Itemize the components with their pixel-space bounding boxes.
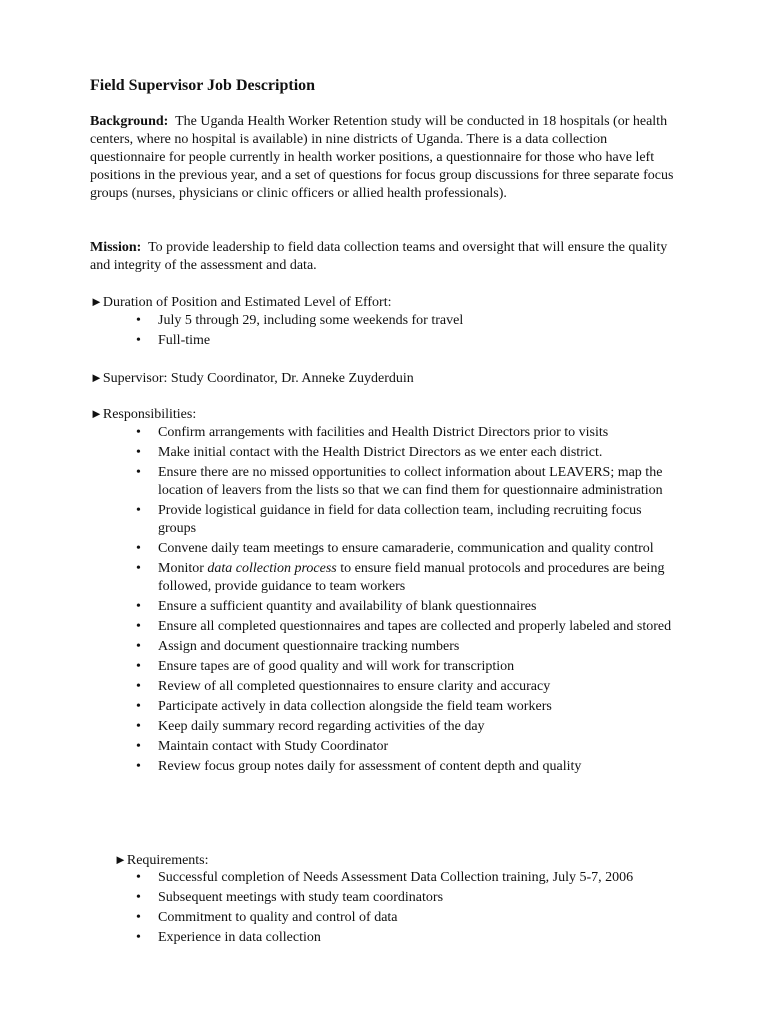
list-item: • Keep daily summary record regarding activities of the day	[136, 719, 485, 734]
duration-heading	[90, 293, 392, 312]
triangle-bullet-icon: ►	[90, 370, 103, 385]
bullet-icon: •	[136, 719, 141, 734]
list-item: • Monitor data collection process to ensure field manual protocols and procedures are being followed, provide guidance to team workers	[136, 561, 665, 594]
bullet-icon: •	[136, 465, 141, 480]
list-item: • Successful completion of Needs Assessment Data Collection training, July 5-7, 2006	[136, 870, 634, 885]
triangle-bullet-icon: ►	[90, 294, 103, 309]
bullet-icon: •	[136, 890, 141, 905]
background-label: Background:	[90, 114, 169, 129]
list-item: • Convene daily team meetings to ensure camaraderie, communication and quality control	[136, 541, 654, 556]
list-item: • Subsequent meetings with study team coordinators	[136, 890, 444, 905]
responsibilities-list	[136, 424, 681, 778]
requirements-list	[136, 869, 681, 949]
responsibilities-heading-text: Responsibilities:	[102, 407, 197, 422]
bullet-icon: •	[136, 759, 141, 774]
requirements-heading	[114, 851, 209, 870]
emphasis-text: data collection process	[207, 561, 337, 576]
mission-paragraph	[90, 239, 680, 275]
background-text: The Uganda Health Worker Retention study will be conducted in 18 hospitals (or health centers, where no hospital is available) in nine districts of Uganda. There is a data collection questionnaire for people currently in health worker positions, a questionnaire for those who have left positions in the previous year, and a set of questions for focus group discussions for three separate focus groups (nurses, physicians or clinic officers or allied health professionals).	[90, 114, 674, 201]
list-item: • Experience in data collection	[136, 930, 321, 945]
page-title: Field Supervisor Job Description	[90, 77, 316, 94]
list-item: • Full-time	[136, 333, 211, 348]
list-item: • Commitment to quality and control of data	[136, 910, 398, 925]
duration-list	[136, 312, 681, 352]
responsibilities-heading	[90, 405, 196, 424]
bullet-icon: •	[136, 639, 141, 654]
list-item: • Assign and document questionnaire tracking numbers	[136, 639, 460, 654]
list-item: • Make initial contact with the Health District Directors as we enter each district.	[136, 445, 603, 460]
bullet-icon: •	[136, 313, 141, 328]
bullet-icon: •	[136, 333, 141, 348]
bullet-icon: •	[136, 541, 141, 556]
bullet-icon: •	[136, 599, 141, 614]
supervisor-heading-text: Supervisor: Study Coordinator, Dr. Anneke Zuyderduin	[102, 371, 414, 386]
bullet-icon: •	[136, 739, 141, 754]
list-item: • Provide logistical guidance in field for data collection team, including recruiting focus groups	[136, 503, 642, 536]
list-item: • Ensure there are no missed opportunities to collect information about LEAVERS; map the location of leavers from the lists so that we can find them for questionnaire administration	[136, 465, 663, 498]
list-item: • Review of all completed questionnaires to ensure clarity and accuracy	[136, 679, 551, 694]
list-item: • Participate actively in data collection alongside the field team workers	[136, 699, 552, 714]
bullet-icon: •	[136, 870, 141, 885]
list-item: • Ensure a sufficient quantity and availability of blank questionnaires	[136, 599, 537, 614]
list-item: • Confirm arrangements with facilities and Health District Directors prior to visits	[136, 425, 609, 440]
bullet-icon: •	[136, 445, 141, 460]
bullet-icon: •	[136, 679, 141, 694]
bullet-icon: •	[136, 561, 141, 576]
mission-text: To provide leadership to field data collection teams and oversight that will ensure the quality and integrity of the assessment and data.	[90, 240, 668, 273]
list-item: • Maintain contact with Study Coordinator	[136, 739, 389, 754]
triangle-bullet-icon: ►	[114, 852, 127, 867]
supervisor-heading	[90, 369, 414, 388]
requirements-heading-text: Requirements:	[126, 853, 209, 868]
bullet-icon: •	[136, 930, 141, 945]
bullet-icon: •	[136, 503, 141, 518]
mission-label: Mission:	[90, 240, 142, 255]
list-item: • Ensure tapes are of good quality and will work for transcription	[136, 659, 515, 674]
bullet-icon: •	[136, 619, 141, 634]
background-paragraph	[90, 113, 680, 203]
bullet-icon: •	[136, 699, 141, 714]
list-item: • July 5 through 29, including some weekends for travel	[136, 313, 464, 328]
list-item: • Ensure all completed questionnaires and tapes are collected and properly labeled and stored	[136, 619, 672, 634]
bullet-icon: •	[136, 659, 141, 674]
list-item: • Review focus group notes daily for assessment of content depth and quality	[136, 759, 582, 774]
duration-heading-text: Duration of Position and Estimated Level of Effort:	[102, 295, 392, 310]
bullet-icon: •	[136, 425, 141, 440]
bullet-icon: •	[136, 910, 141, 925]
triangle-bullet-icon: ►	[90, 406, 103, 421]
